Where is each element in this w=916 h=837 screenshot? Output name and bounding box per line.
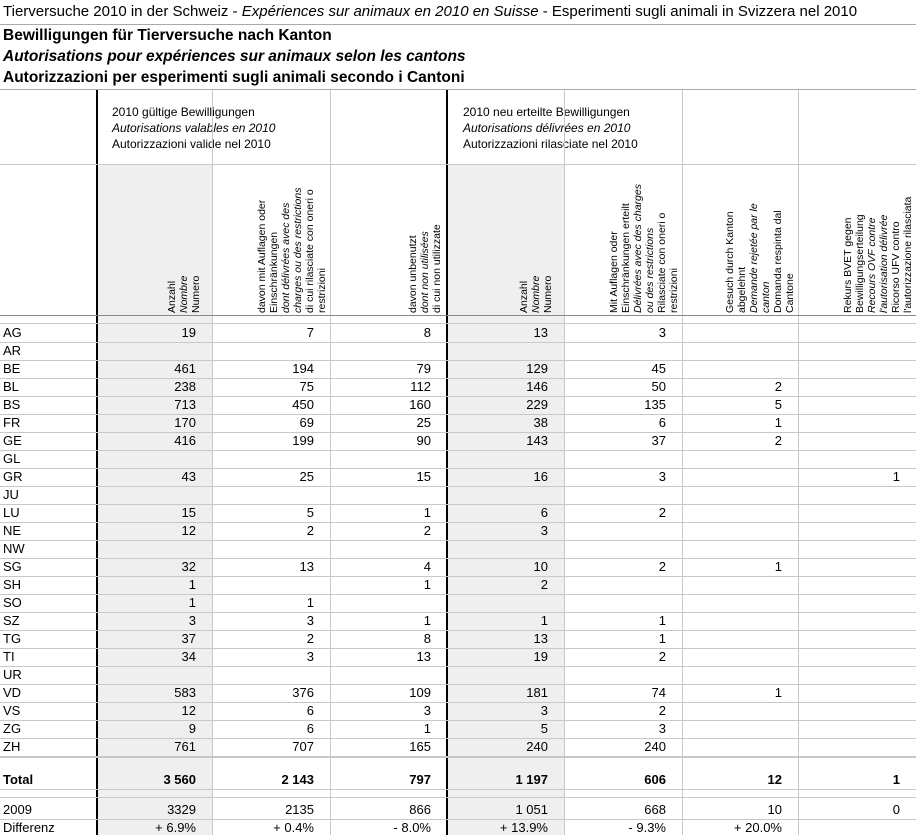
table-cell: 2 xyxy=(658,649,666,664)
table-cell: 90 xyxy=(416,433,431,448)
column-header-line: Bewilligungserteilung xyxy=(854,214,866,313)
column-header-line: Ricorso UFV contro xyxy=(890,221,902,313)
table-cell: 74 xyxy=(651,685,666,700)
table-cell: 240 xyxy=(526,739,548,754)
table-cell: 1 xyxy=(423,721,431,736)
table-cell: 34 xyxy=(181,649,196,664)
table-cell: 2 xyxy=(774,379,782,394)
column-header-line: Cantone xyxy=(784,273,796,313)
column-header-line: dont non utilisées xyxy=(419,231,431,313)
column-header-line: di cui non utilizzate xyxy=(431,224,443,313)
table-cell: 450 xyxy=(292,397,314,412)
table-cell: - 9.3% xyxy=(628,820,666,835)
table-cell: 13 xyxy=(299,559,314,574)
table-cell: 25 xyxy=(299,469,314,484)
table-cell: 12 xyxy=(767,772,782,787)
table-cell: 229 xyxy=(526,397,548,412)
row-divider xyxy=(0,342,916,343)
table-cell: 15 xyxy=(416,469,431,484)
table-cell: 2 xyxy=(658,559,666,574)
column-header-line: Numero xyxy=(542,275,554,313)
table-cell: 1 xyxy=(774,685,782,700)
table-cell: 2 xyxy=(306,523,314,538)
table-cell: 112 xyxy=(410,379,431,394)
table-cell: 3 xyxy=(423,703,431,718)
row-divider xyxy=(0,789,916,790)
table-cell: 1 xyxy=(423,505,431,520)
row-label: GE xyxy=(3,433,22,448)
table-cell: 13 xyxy=(416,649,431,664)
row-divider xyxy=(0,666,916,667)
table-cell: 2 xyxy=(423,523,431,538)
table-cell: 165 xyxy=(409,739,431,754)
row-label: AG xyxy=(3,325,22,340)
row-label: VD xyxy=(3,685,22,700)
row-label: GR xyxy=(3,469,23,484)
row-divider xyxy=(0,486,916,487)
table-cell: 1 051 xyxy=(515,802,548,817)
subtitle-de: Bewilligungen für Tierversuche nach Kanton xyxy=(3,27,332,44)
table-cell: 143 xyxy=(526,433,548,448)
table-cell: 0 xyxy=(892,802,900,817)
column-header-line: l'autorizzazione rilasciata xyxy=(902,196,914,313)
row-divider xyxy=(0,450,916,451)
row-label: Differenz xyxy=(3,820,55,835)
table-cell: 15 xyxy=(181,505,196,520)
column-header-line: Anzahl xyxy=(166,280,178,313)
table-cell: 3 xyxy=(306,613,314,628)
table-cell: + 0.4% xyxy=(273,820,314,835)
table-cell: 1 xyxy=(892,772,900,787)
table-cell: 2135 xyxy=(285,802,314,817)
table-cell: 194 xyxy=(292,361,314,376)
title-de: Tierversuche 2010 in der Schweiz xyxy=(3,3,229,20)
table-cell: + 13.9% xyxy=(499,820,548,835)
subtitle-fr: Autorisations pour expériences sur animaux selon les cantons xyxy=(3,48,466,65)
column-header-line: abgelehnt xyxy=(736,266,748,313)
header-divider xyxy=(0,164,916,165)
table-cell: 146 xyxy=(526,379,548,394)
table-cell: 199 xyxy=(292,433,314,448)
row-divider xyxy=(0,797,916,798)
row-label: Total xyxy=(3,772,34,787)
table-cell: 38 xyxy=(533,415,548,430)
table-cell: 3 xyxy=(658,721,666,736)
group-valid-fr: Autorisations valables en 2010 xyxy=(112,121,276,135)
table-cell: 2 xyxy=(658,703,666,718)
table-cell: 1 197 xyxy=(515,772,548,787)
row-label: ZH xyxy=(3,739,21,754)
table-cell: 1 xyxy=(540,613,548,628)
table-cell: 3 xyxy=(188,613,196,628)
title-separator: - xyxy=(228,3,242,20)
table-cell: 3 xyxy=(540,703,548,718)
row-label: SO xyxy=(3,595,22,610)
table-cell: 170 xyxy=(174,415,196,430)
header-bottom-rule xyxy=(0,315,916,316)
row-label: JU xyxy=(3,487,19,502)
table-cell: 6 xyxy=(658,415,666,430)
table-cell: 19 xyxy=(533,649,548,664)
table-cell: 1 xyxy=(774,559,782,574)
column-header-line: Domanda respinta dal xyxy=(772,210,784,313)
column-header-line: Einschränkungen erteilt xyxy=(620,203,632,313)
table-cell: 5 xyxy=(774,397,782,412)
row-divider xyxy=(0,757,916,758)
table-cell: 129 xyxy=(526,361,548,376)
table-cell: 160 xyxy=(409,397,431,412)
table-cell: 3 xyxy=(658,469,666,484)
table-cell: 8 xyxy=(423,325,431,340)
group-header-valid xyxy=(112,104,275,152)
document-title xyxy=(3,2,857,22)
group-new-it: Autorizzazioni rilasciate nel 2010 xyxy=(463,137,638,151)
table-cell: 9 xyxy=(188,721,196,736)
table-cell: 416 xyxy=(174,433,196,448)
table-cell: 45 xyxy=(651,361,666,376)
row-label: NW xyxy=(3,541,25,556)
table-cell: 2 xyxy=(774,433,782,448)
column-header-line: Délivrées avec des charges xyxy=(632,184,644,313)
row-label: BS xyxy=(3,397,21,412)
row-label: 2009 xyxy=(3,802,32,817)
column-header-line: Nombre xyxy=(530,275,542,313)
table-cell: 12 xyxy=(181,703,196,718)
row-label: SZ xyxy=(3,613,20,628)
table-cell: 10 xyxy=(767,802,782,817)
table-cell: 238 xyxy=(174,379,196,394)
table-cell: 13 xyxy=(533,631,548,646)
column-header-line: Gesuch durch Kanton xyxy=(724,211,736,313)
table-cell: 866 xyxy=(409,802,431,817)
column-header-line: Numero xyxy=(190,275,202,313)
table-cell: 6 xyxy=(306,721,314,736)
table-cell: 8 xyxy=(423,631,431,646)
row-label: BE xyxy=(3,361,21,376)
table-cell: 25 xyxy=(416,415,431,430)
table-cell: 75 xyxy=(299,379,314,394)
table-cell: 1 xyxy=(188,595,196,610)
table-cell: 5 xyxy=(540,721,548,736)
table-cell: 1 xyxy=(423,577,431,592)
column-header-line: charges ou des restrictions xyxy=(292,187,304,313)
table-cell: - 8.0% xyxy=(393,820,431,835)
row-label: ZG xyxy=(3,721,22,736)
table-cell: 3 xyxy=(658,325,666,340)
row-label: FR xyxy=(3,415,21,430)
column-header-line: Rekurs BVET gegen xyxy=(842,217,854,313)
table-cell: 761 xyxy=(174,739,196,754)
column-header-line: Einschränkungen xyxy=(268,231,280,313)
row-divider xyxy=(0,540,916,541)
title-it: Esperimenti sugli animali in Svizzera nel 2010 xyxy=(551,3,858,20)
table-cell: 50 xyxy=(651,379,666,394)
table-cell: 713 xyxy=(174,397,196,412)
row-label: VS xyxy=(3,703,21,718)
table-cell: 1 xyxy=(658,613,666,628)
table-cell: 4 xyxy=(423,559,431,574)
table-cell: 707 xyxy=(292,739,314,754)
group-new-fr: Autorisations délivrées en 2010 xyxy=(463,121,631,135)
table-cell: 1 xyxy=(188,577,196,592)
table-cell: 69 xyxy=(299,415,314,430)
table-cell: 79 xyxy=(416,361,431,376)
column-header-line: canton xyxy=(760,281,772,313)
table-cell: 43 xyxy=(181,469,196,484)
table-cell: 2 xyxy=(540,577,548,592)
column-header-line: di cui rilasciate con oneri o xyxy=(304,189,316,313)
column-header-line: ou des restrictions xyxy=(644,227,656,313)
table-cell: 3 xyxy=(306,649,314,664)
table-cell: 3 560 xyxy=(163,772,196,787)
table-cell: 135 xyxy=(644,397,666,412)
table-cell: 2 xyxy=(306,631,314,646)
column-header-line: Nombre xyxy=(178,275,190,313)
column-header-line: davon unbenutzt xyxy=(407,235,419,313)
table-cell: + 6.9% xyxy=(155,820,196,835)
table-cell: 376 xyxy=(292,685,314,700)
table-cell: 16 xyxy=(533,469,548,484)
table-cell: 12 xyxy=(181,523,196,538)
table-cell: 240 xyxy=(644,739,666,754)
table-cell: 6 xyxy=(540,505,548,520)
column-divider xyxy=(798,90,799,835)
subtitle-it: Autorizzazioni per esperimenti sugli animali secondo i Cantoni xyxy=(3,69,465,86)
row-label: GL xyxy=(3,451,21,466)
column-header-line: davon mit Auflagen oder xyxy=(256,199,268,313)
table-cell: 1 xyxy=(306,595,314,610)
column-header-line: restrizioni xyxy=(668,268,680,313)
row-label: AR xyxy=(3,343,22,358)
group-header-new xyxy=(463,104,638,152)
row-label: TI xyxy=(3,649,15,664)
table-cell: 5 xyxy=(306,505,314,520)
row-label: SG xyxy=(3,559,22,574)
table-cell: 2 xyxy=(658,505,666,520)
column-header-line: Recours OVF contre xyxy=(866,217,878,313)
table-cell: 13 xyxy=(533,325,548,340)
row-label: TG xyxy=(3,631,22,646)
table-cell: 1 xyxy=(423,613,431,628)
column-divider xyxy=(682,90,683,835)
table-cell: + 20.0% xyxy=(733,820,782,835)
table-cell: 3329 xyxy=(167,802,196,817)
column-header-line: Demande rejetée par le xyxy=(748,203,760,313)
table-cell: 606 xyxy=(644,772,666,787)
column-header-line: Mit Auflagen oder xyxy=(608,231,620,313)
table-cell: 6 xyxy=(306,703,314,718)
table-cell: 1 xyxy=(774,415,782,430)
row-label: UR xyxy=(3,667,22,682)
table-cell: 2 143 xyxy=(281,772,314,787)
table-cell: 1 xyxy=(658,631,666,646)
column-header-line: restrizioni xyxy=(316,268,328,313)
table-cell: 37 xyxy=(651,433,666,448)
group-valid-de: 2010 gültige Bewilligungen xyxy=(112,105,255,119)
table-cell: 181 xyxy=(526,685,548,700)
table-cell: 32 xyxy=(181,559,196,574)
column-header-line: dont délivrées avec des xyxy=(280,202,292,313)
title-separator: - xyxy=(538,3,552,20)
row-label: NE xyxy=(3,523,22,538)
table-cell: 797 xyxy=(409,772,431,787)
table-cell: 1 xyxy=(892,469,900,484)
row-label: BL xyxy=(3,379,19,394)
table-cell: 3 xyxy=(540,523,548,538)
row-label: LU xyxy=(3,505,20,520)
table-cell: 10 xyxy=(533,559,548,574)
title-fr: Expériences sur animaux en 2010 en Suisse xyxy=(241,3,539,20)
column-header-line: Rilasciate con oneri o xyxy=(656,212,668,313)
column-header-line: Anzahl xyxy=(518,280,530,313)
group-new-de: 2010 neu erteilte Bewilligungen xyxy=(463,105,630,119)
table-cell: 583 xyxy=(174,685,196,700)
table-cell: 19 xyxy=(181,325,196,340)
group-valid-it: Autorizzazioni valide nel 2010 xyxy=(112,137,271,151)
table-cell: 7 xyxy=(306,325,314,340)
table-cell: 461 xyxy=(174,361,196,376)
column-header-line: l'autorisation délivrée xyxy=(878,214,890,313)
row-label: SH xyxy=(3,577,22,592)
table-cell: 668 xyxy=(644,802,666,817)
table-cell: 109 xyxy=(409,685,431,700)
table-cell: 37 xyxy=(181,631,196,646)
